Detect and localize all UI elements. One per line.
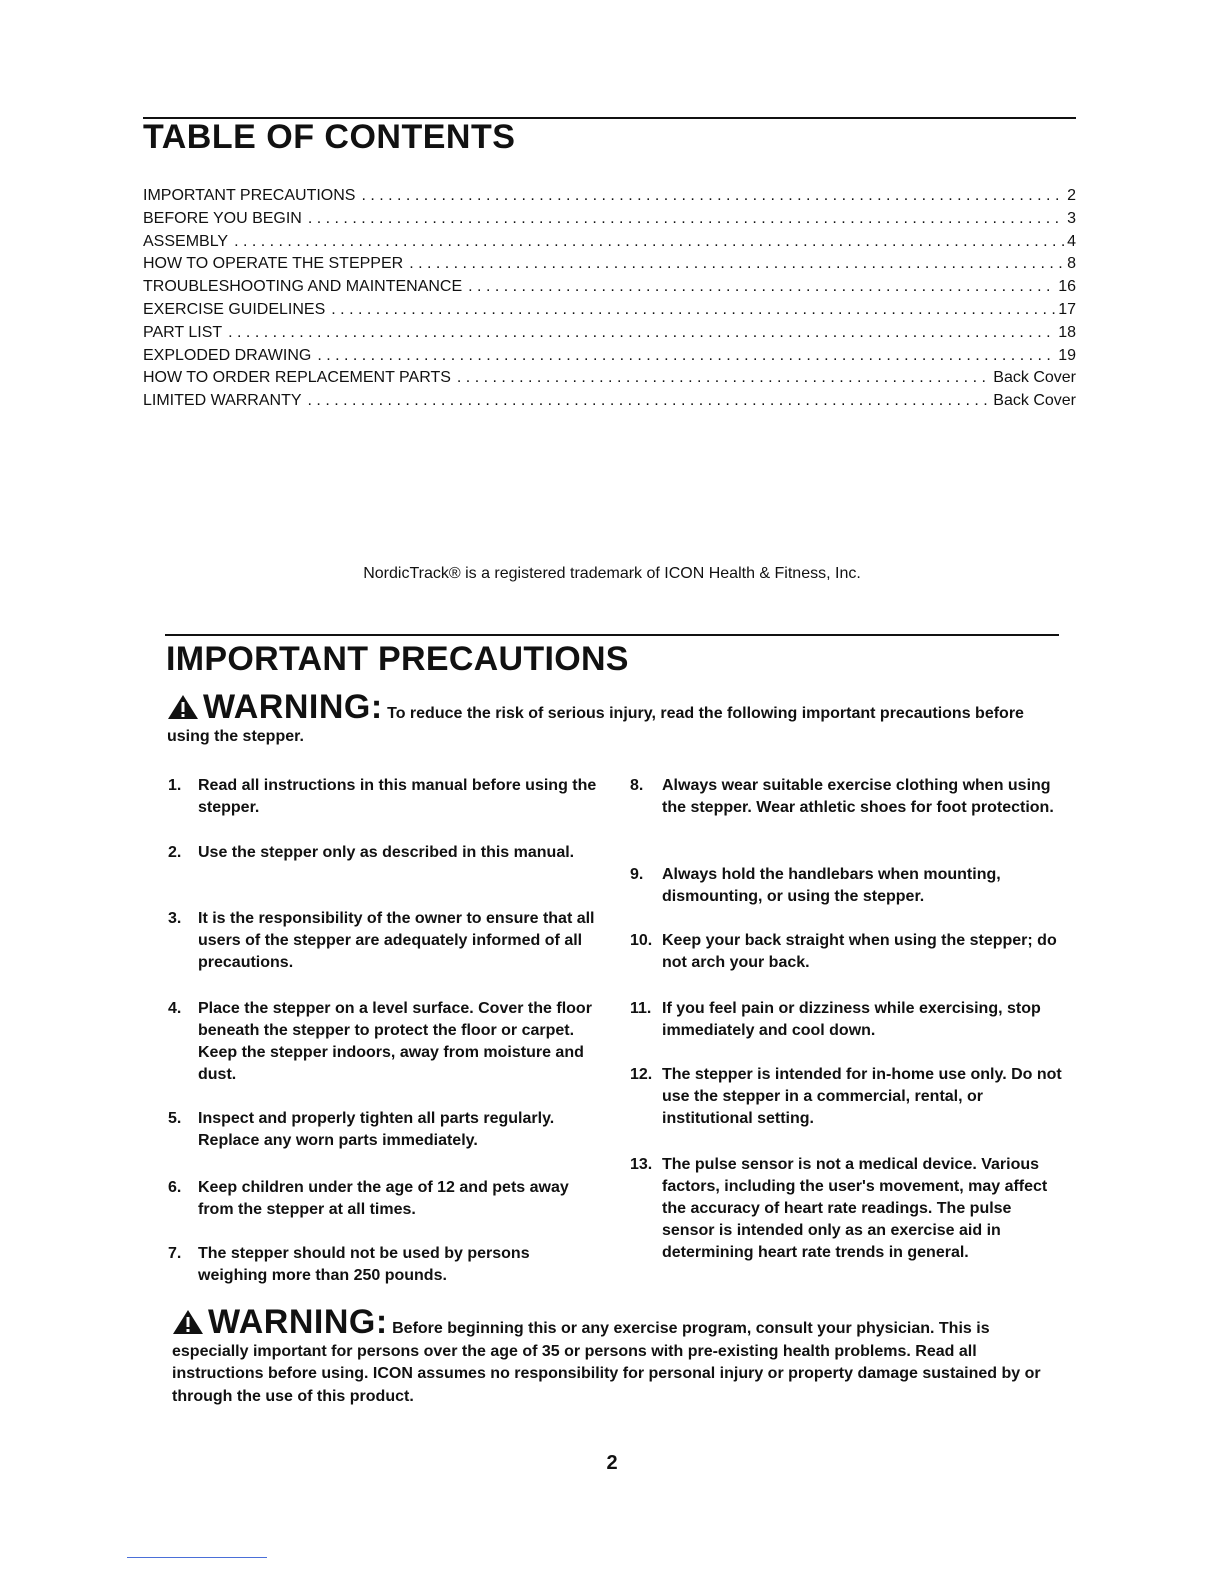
- toc-entry[interactable]: [143, 208, 1076, 231]
- toc-leader-dots: [457, 367, 991, 390]
- precaution-item: [168, 998, 598, 1086]
- toc-entry[interactable]: [143, 253, 1076, 276]
- item-number: 13.: [630, 1156, 653, 1173]
- precaution-item: [168, 1177, 598, 1221]
- trademark-notice: NordicTrack® is a registered trademark of ICON Health & Fitness, Inc.: [363, 565, 861, 582]
- item-text: The stepper is intended for in-home use only. Do not use the stepper in a commercial, rental, or institutional setting.: [662, 1066, 1062, 1127]
- item-text: Use the stepper only as described in this manual.: [198, 844, 575, 861]
- item-text: Place the stepper on a level surface. Cover the floor beneath the stepper to protect the floor or carpet. Keep the stepper indoors, away from moisture and dust.: [198, 1000, 592, 1083]
- toc-entry[interactable]: [143, 231, 1076, 254]
- toc-entry[interactable]: [143, 299, 1076, 322]
- precaution-item: [168, 775, 598, 819]
- toc-entry-page: 3: [1067, 209, 1076, 227]
- item-text: Inspect and properly tighten all parts regularly. Replace any worn parts immediately.: [198, 1110, 555, 1149]
- toc-entry-label: LIMITED WARRANTY: [143, 392, 302, 410]
- item-number: 10.: [630, 932, 653, 949]
- toc-entry-label: HOW TO OPERATE THE STEPPER: [143, 255, 404, 273]
- toc-entry-page: 18: [1058, 323, 1076, 341]
- toc-entry-label: EXERCISE GUIDELINES: [143, 300, 326, 318]
- item-number: 7.: [168, 1245, 182, 1262]
- precaution-item: [630, 998, 1062, 1042]
- toc-entry-page: Back Cover: [993, 392, 1076, 410]
- toc-entry-label: PART LIST: [143, 323, 223, 341]
- item-number: 8.: [630, 777, 644, 794]
- warning-triangle-icon: [172, 1309, 204, 1335]
- toc-entry-label: BEFORE YOU BEGIN: [143, 209, 302, 227]
- page-number: 2: [606, 1452, 618, 1474]
- item-text: The stepper should not be used by persons weighing more than 250 pounds.: [198, 1245, 530, 1284]
- item-text: Keep your back straight when using the stepper; do not arch your back.: [662, 932, 1057, 971]
- toc-entry-page: 8: [1067, 255, 1076, 273]
- item-number: 4.: [168, 1000, 182, 1017]
- item-number: 2.: [168, 844, 182, 861]
- toc-entry-page: 17: [1058, 300, 1076, 318]
- warning-label: WARNING:: [203, 688, 383, 726]
- toc-leader-dots: [468, 276, 1056, 299]
- precaution-item: [630, 930, 1062, 974]
- precaution-item: [630, 1154, 1062, 1264]
- precaution-item: [168, 1243, 598, 1287]
- item-text: It is the responsibility of the owner to ensure that all users of the stepper are adequately informed of all precautions.: [198, 910, 595, 971]
- toc-entry[interactable]: [143, 367, 1076, 390]
- toc-entry-page: 16: [1058, 278, 1076, 296]
- item-number: 11.: [630, 1000, 652, 1017]
- toc-leader-dots: [331, 299, 1056, 322]
- toc-entry-page: Back Cover: [993, 369, 1076, 387]
- toc-leader-dots: [317, 345, 1056, 368]
- item-text: If you feel pain or dizziness while exercising, stop immediately and cool down.: [662, 1000, 1041, 1039]
- precaution-item: [168, 842, 598, 864]
- item-number: 9.: [630, 866, 644, 883]
- warning-physician-text: Before beginning this or any exercise program, consult your physician. This is especially important for persons over the age of 35 or persons with pre-existing health problems. Read all instructions before using. ICON assumes no responsibility for personal injury or property damage sustained by or through the use of this product.: [172, 1320, 1041, 1405]
- toc-leader-dots: [409, 253, 1065, 276]
- toc-entry[interactable]: [143, 185, 1076, 208]
- toc-leader-dots: [308, 208, 1065, 231]
- precaution-item: [630, 775, 1062, 819]
- toc-entry-page: 2: [1067, 187, 1076, 204]
- warning-triangle-icon: [167, 694, 199, 720]
- warning-label: WARNING:: [208, 1303, 388, 1341]
- toc-entry-label: ASSEMBLY: [143, 232, 229, 250]
- item-text: Always wear suitable exercise clothing when using the stepper. Wear athletic shoes for foot protection.: [662, 777, 1054, 816]
- precaution-item: [168, 1108, 598, 1152]
- item-text: Read all instructions in this manual before using the stepper.: [198, 777, 597, 816]
- warning-intro-block: [167, 688, 1047, 748]
- item-text: The pulse sensor is not a medical device. Various factors, including the user's movement, may affect the accuracy of heart rate readings. The pulse sensor is intended only as an exercise aid in determining heart rate trends in general.: [662, 1156, 1048, 1261]
- toc-entry-label: TROUBLESHOOTING AND MAINTENANCE: [143, 278, 463, 296]
- toc-leader-dots: [228, 322, 1056, 345]
- toc-entry[interactable]: [143, 390, 1076, 413]
- toc-entry-label: EXPLODED DRAWING: [143, 346, 312, 364]
- toc-entry-label: IMPORTANT PRECAUTIONS: [143, 187, 356, 204]
- warning-intro-text: To reduce the risk of serious injury, read the following important precautions before using the stepper.: [167, 705, 1024, 745]
- warning-physician-block: [172, 1303, 1067, 1408]
- precaution-item: [168, 908, 598, 974]
- precautions-top-rule: [165, 634, 1059, 636]
- precaution-item: [630, 864, 1062, 908]
- toc-entry[interactable]: [143, 276, 1076, 299]
- item-number: 3.: [168, 910, 182, 927]
- toc-leader-dots: [234, 231, 1065, 254]
- item-text: Keep children under the age of 12 and pets away from the stepper at all times.: [198, 1179, 569, 1218]
- toc-leader-dots: [361, 185, 1065, 208]
- item-text: Always hold the handlebars when mounting, dismounting, or using the stepper.: [662, 866, 1001, 905]
- toc-entry-page: 4: [1067, 232, 1076, 250]
- precautions-title: IMPORTANT PRECAUTIONS: [166, 640, 629, 678]
- item-number: 6.: [168, 1179, 182, 1196]
- toc-entry-label: HOW TO ORDER REPLACEMENT PARTS: [143, 369, 451, 387]
- toc-entry[interactable]: [143, 345, 1076, 368]
- toc-list: [143, 185, 1076, 413]
- precaution-item: [630, 1064, 1062, 1130]
- item-number: 1.: [168, 777, 182, 794]
- item-number: 5.: [168, 1110, 182, 1127]
- item-number: 12.: [630, 1066, 653, 1083]
- toc-entry[interactable]: [143, 322, 1076, 345]
- toc-leader-dots: [308, 390, 992, 413]
- footer-link-underline[interactable]: [127, 1557, 267, 1558]
- toc-title: TABLE OF CONTENTS: [143, 118, 516, 156]
- toc-entry-page: 19: [1058, 346, 1076, 364]
